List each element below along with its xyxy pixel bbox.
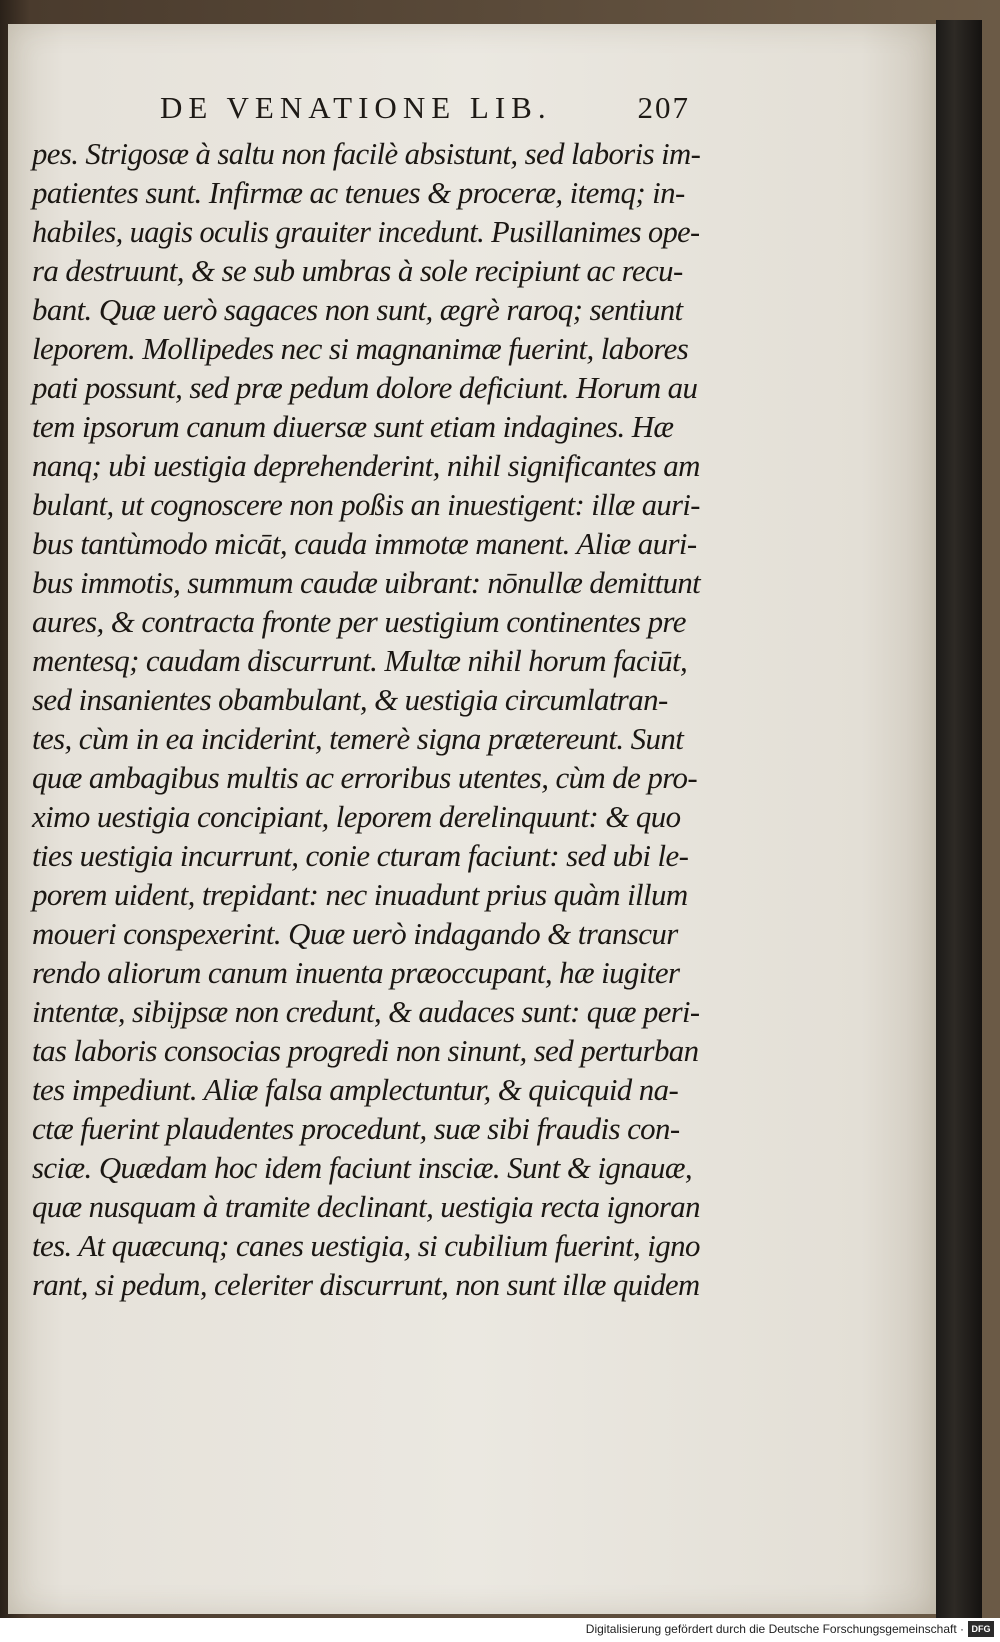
body-text bbox=[32, 134, 702, 1304]
text-line: aures, & contracta fronte per uestigium continentes pre bbox=[32, 604, 686, 639]
text-line: tas laboris consocias progredi non sinunt, sed perturban bbox=[32, 1033, 699, 1068]
text-line: ties uestigia incurrunt, conie cturam faciunt: sed ubi le- bbox=[32, 838, 689, 873]
text-line: porem uident, trepidant: nec inuadunt prius quàm illum bbox=[32, 877, 688, 912]
footer-credit: Digitalisierung gefördert durch die Deutsche Forschungsgemeinschaft · bbox=[585, 1622, 964, 1636]
text-line: tem ipsorum canum diuersæ sunt etiam indagines. Hæ bbox=[32, 409, 674, 444]
text-line: rendo aliorum canum inuenta præoccupant, hæ iugiter bbox=[32, 955, 680, 990]
text-line: bus tantùmodo micāt, cauda immotæ manent. Aliæ auri- bbox=[32, 526, 697, 561]
dfg-logo-icon: DFG bbox=[968, 1621, 994, 1637]
text-line: ra destruunt, & se sub umbras à sole recipiunt ac recu- bbox=[32, 253, 683, 288]
text-line: intentæ, sibijpsæ non credunt, & audaces sunt: quæ peri- bbox=[32, 994, 700, 1029]
text-line: sciæ. Quædam hoc idem faciunt insciæ. Sunt & ignauæ, bbox=[32, 1150, 693, 1185]
text-line: nanq; ubi uestigia deprehenderint, nihil significantes am bbox=[32, 448, 700, 483]
text-line: bus immotis, summum caudæ uibrant: nōnullæ demittunt bbox=[32, 565, 701, 600]
text-line: moueri conspexerint. Quæ uerò indagando & transcur bbox=[32, 916, 678, 951]
text-line: tes, cùm in ea inciderint, temerè signa prætereunt. Sunt bbox=[32, 721, 684, 756]
text-line: ctæ fuerint plaudentes procedunt, suæ sibi fraudis con- bbox=[32, 1111, 680, 1146]
running-title: DE VENATIONE LIB. bbox=[160, 90, 552, 125]
text-line: mentesq; caudam discurrunt. Multæ nihil horum faciūt, bbox=[32, 643, 688, 678]
text-line: bulant, ut cognoscere non poßis an inuestigent: illæ auri- bbox=[32, 487, 700, 522]
text-line: tes impediunt. Aliæ falsa amplectuntur, & quicquid na- bbox=[32, 1072, 679, 1107]
text-line: habiles, uagis oculis grauiter incedunt. Pusillanimes ope- bbox=[32, 214, 700, 249]
text-line: pati possunt, sed præ pedum dolore deficiunt. Horum au bbox=[32, 370, 698, 405]
text-line: bant. Quæ uerò sagaces non sunt, ægrè raroq; sentiunt bbox=[32, 292, 683, 327]
running-head bbox=[160, 90, 690, 130]
text-line: quæ ambagibus multis ac erroribus utentes, cùm de pro- bbox=[32, 760, 698, 795]
page-number: 207 bbox=[637, 90, 690, 125]
text-line: ximo uestigia concipiant, leporem derelinquunt: & quo bbox=[32, 799, 681, 834]
text-line: tes. At quæcunq; canes uestigia, si cubilium fuerint, igno bbox=[32, 1228, 700, 1263]
text-line: leporem. Mollipedes nec si magnanimæ fuerint, labores bbox=[32, 331, 689, 366]
book-edge bbox=[936, 20, 982, 1618]
text-line: quæ nusquam à tramite declinant, uestigia recta ignoran bbox=[32, 1189, 700, 1224]
text-line: pes. Strigosæ à saltu non facilè absistunt, sed laboris im- bbox=[32, 136, 701, 171]
footer-bar bbox=[0, 1618, 1000, 1642]
text-line: rant, si pedum, celeriter discurrunt, non sunt illæ quidem bbox=[32, 1267, 700, 1302]
text-line: sed insanientes obambulant, & uestigia circumlatran- bbox=[32, 682, 668, 717]
text-line: patientes sunt. Infirmæ ac tenues & proceræ, itemq; in- bbox=[32, 175, 685, 210]
